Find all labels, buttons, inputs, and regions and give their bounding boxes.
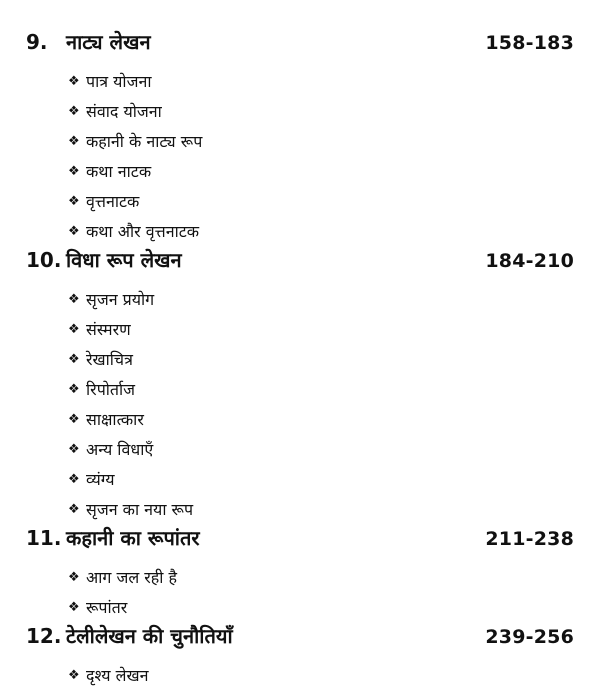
diamond-bullet-icon: ❖ [68,599,80,615]
list-item [68,660,574,690]
diamond-bullet-icon: ❖ [68,411,80,427]
topic-text: कथा नाटक [86,162,152,181]
topic-text: रेखाचित्र [86,350,133,369]
chapter-9 [26,28,574,246]
topic-text: आग जल रही है [86,568,178,587]
diamond-bullet-icon: ❖ [68,441,80,457]
diamond-bullet-icon: ❖ [68,133,80,149]
list-item [68,344,574,374]
chapter-10 [26,246,574,524]
diamond-bullet-icon: ❖ [68,103,80,119]
topic-text: अन्य विधाएँ [86,440,154,459]
list-item [68,314,574,344]
list-item [68,186,574,216]
chapter-page-range: 158-183 [485,32,574,54]
chapter-heading [26,246,574,284]
diamond-bullet-icon: ❖ [68,501,80,517]
chapter-page-range: 184-210 [485,250,574,272]
chapter-title: कहानी का रूपांतर [66,526,200,550]
chapter-heading [26,524,574,562]
topic-text: रूपांतर [86,598,128,617]
list-item [68,96,574,126]
diamond-bullet-icon: ❖ [68,351,80,367]
list-item [68,156,574,186]
topic-text: रिपोर्ताज [86,380,136,399]
topic-text: सृजन प्रयोग [86,290,155,309]
topic-list [26,66,574,246]
list-item [68,374,574,404]
chapter-heading [26,28,574,66]
topic-text: कहानी के नाट्य रूप [86,132,203,151]
chapter-number: 10. [26,248,62,272]
list-item [68,464,574,494]
chapter-number: 12. [26,624,62,648]
topic-text: संवाद योजना [86,102,162,121]
list-item [68,434,574,464]
chapter-number: 11. [26,526,62,550]
topic-list [26,660,574,690]
chapter-title: विधा रूप लेखन [66,248,182,272]
list-item [68,66,574,96]
topic-text: साक्षात्कार [86,410,144,429]
diamond-bullet-icon: ❖ [68,321,80,337]
diamond-bullet-icon: ❖ [68,667,80,683]
list-item [68,592,574,622]
diamond-bullet-icon: ❖ [68,163,80,179]
chapter-title: टेलीलेखन की चुनौतियाँ [66,624,233,648]
diamond-bullet-icon: ❖ [68,223,80,239]
chapter-heading [26,622,574,660]
chapter-11 [26,524,574,622]
diamond-bullet-icon: ❖ [68,381,80,397]
list-item [68,284,574,314]
topic-text: वृत्तनाटक [86,192,140,211]
diamond-bullet-icon: ❖ [68,193,80,209]
topic-text: दृश्य लेखन [86,666,149,685]
topic-text: संस्मरण [86,320,131,339]
topic-text: कथा और वृत्तनाटक [86,222,200,241]
topic-list [26,562,574,622]
chapter-page-range: 239-256 [485,626,574,648]
list-item [68,216,574,246]
diamond-bullet-icon: ❖ [68,471,80,487]
diamond-bullet-icon: ❖ [68,73,80,89]
list-item [68,494,574,524]
topic-text: पात्र योजना [86,72,152,91]
topic-list [26,284,574,524]
list-item [68,404,574,434]
list-item [68,562,574,592]
diamond-bullet-icon: ❖ [68,291,80,307]
chapter-page-range: 211-238 [485,528,574,550]
list-item [68,126,574,156]
chapter-12 [26,622,574,690]
diamond-bullet-icon: ❖ [68,569,80,585]
chapter-title: नाट्य लेखन [66,30,151,54]
topic-text: सृजन का नया रूप [86,500,194,519]
topic-text: व्यंग्य [86,470,115,489]
chapter-number: 9. [26,30,48,54]
